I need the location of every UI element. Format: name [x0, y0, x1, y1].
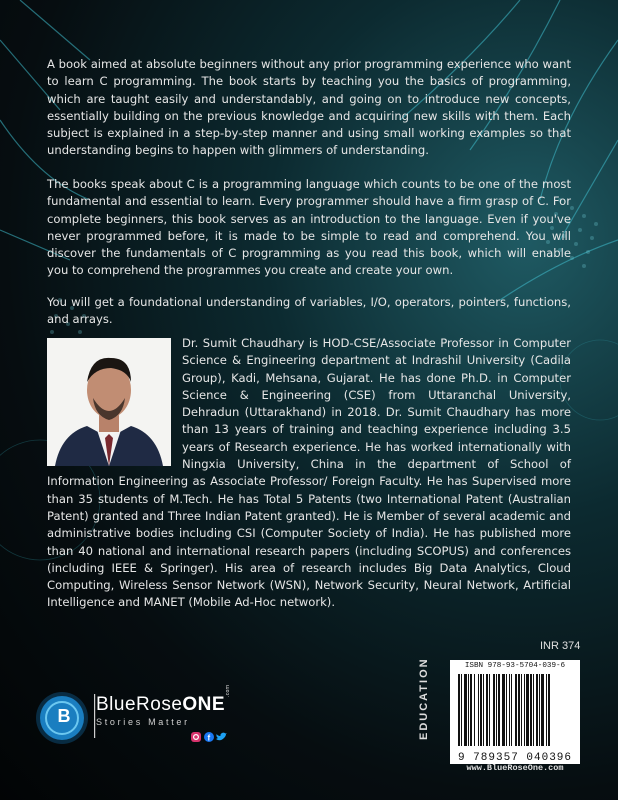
barcode-bar — [461, 674, 462, 746]
barcode-bar — [480, 674, 482, 746]
barcode-bar — [464, 674, 467, 746]
instagram-icon[interactable] — [191, 732, 201, 742]
svg-text:f: f — [207, 733, 211, 743]
barcode-bar — [474, 674, 475, 746]
isbn-label: ISBN 978-93-5704-039-6 — [464, 662, 566, 670]
barcode-bar — [539, 674, 540, 746]
twitter-icon[interactable] — [216, 733, 227, 741]
barcode-bar — [506, 674, 507, 746]
publisher-tagline: Stories Matter — [96, 717, 190, 727]
barcode-bar — [524, 674, 525, 746]
publisher-name-part1: BlueRose — [96, 694, 183, 715]
barcode-bar — [521, 674, 522, 746]
publisher-name — [96, 694, 225, 716]
author-bio: Dr. Sumit Chaudhary is HOD-CSE/Associate Professor in Computer Science & Engineering department at Indrashil University (Cadila Group), Kadi, Mehsana, Gujarat. He has done Ph.D. in Computer Science & Engineering (CSE) from Uttaranchal University, Dehradun (Uttarakhand) in 2018. Dr. Sumit Chaudhary has more than 13 years of training and teaching experience including 3.5 years of Research experience. He has worked internationally with Ningxia University, China in the department of School of Information Engineering as Associate Professor/ Foreign Faculty. He has Supervised more than 35 students of M.Tech. He has Total 5 Patents (two International Patent (Australian Patent) granted and Three Indian Patent granted). He is Member of several academic and administrative bodies including CSI (Computer Society of India). He has published more than 40 national and international research papers (including SCOPUS) and conferences (including IEEE & Springer). His area of research includes Big Data Analytics, Cloud Computing, Wireless Sensor Network (WSN), Network Security, Neural Network, Artificial Intelligence and MANET (Mobile Ad-Hoc network). — [47, 336, 571, 610]
barcode-bar — [536, 674, 538, 746]
author-bio-block — [47, 335, 571, 612]
price-label: INR 374 — [540, 640, 581, 652]
website-link[interactable]: www.BlueRoseOne.com — [466, 763, 564, 773]
barcode-bar — [530, 674, 532, 746]
barcode-bar — [496, 674, 497, 746]
logo-letter: B — [57, 706, 71, 726]
category-label: EDUCATION — [418, 657, 430, 740]
barcode-bar — [533, 674, 534, 746]
barcode-bar — [486, 674, 488, 746]
barcode-bar — [498, 674, 500, 746]
barcode-bar — [509, 674, 510, 746]
barcode-bar — [458, 674, 460, 746]
barcode-bar — [515, 674, 517, 746]
barcode-bar — [502, 674, 505, 746]
barcode-bar — [478, 674, 479, 746]
description-paragraph-2: The books speak about C is a programming language which counts to be one of the most fundamental and essential to learn. Every programmer should have a firm grasp of C. For complete beginners, this book serves as an introduction to the language. Even if you've never programmed before, it is made to be simple to read and comprehend. You will discover the fundamentals of C programming as you read this book, which will enable you to comprehend the programmes you create and create your own. — [47, 177, 571, 278]
barcode-number: 9 789357 040396 — [457, 752, 573, 764]
barcode-bars — [458, 674, 572, 746]
barcode-bar — [526, 674, 529, 746]
description-paragraph-1: A book aimed at absolute beginners without any prior programming experience who want to learn C programming. The book starts by teaching you the basics of programming, which are taught easily and understandably, and going on to introduce new concepts, essentially building on the previous knowledge and acquiring new skills with them. Each subject is explained in a step-by-step manner and using small working examples so that understanding begins to happen with glimmers of understanding. — [47, 57, 571, 158]
barcode-bar — [511, 674, 512, 746]
barcode-bar — [546, 674, 547, 746]
barcode-bar — [489, 674, 490, 746]
barcode-bar — [518, 674, 520, 746]
barcode-bar — [541, 674, 544, 746]
barcode-bar — [468, 674, 469, 746]
description-paragraph-3: You will get a foundational understanding of variables, I/O, operators, pointers, functions, and arrays. — [47, 295, 571, 327]
barcode-bar — [548, 674, 550, 746]
barcode-bar — [470, 674, 472, 746]
facebook-icon[interactable] — [204, 732, 214, 743]
barcode-bar — [483, 674, 484, 746]
barcode-bar — [493, 674, 495, 746]
social-icons — [190, 731, 230, 743]
publisher-domain-suffix: .com — [225, 684, 231, 697]
barcode — [450, 660, 580, 764]
publisher-name-part2: ONE — [182, 694, 226, 715]
